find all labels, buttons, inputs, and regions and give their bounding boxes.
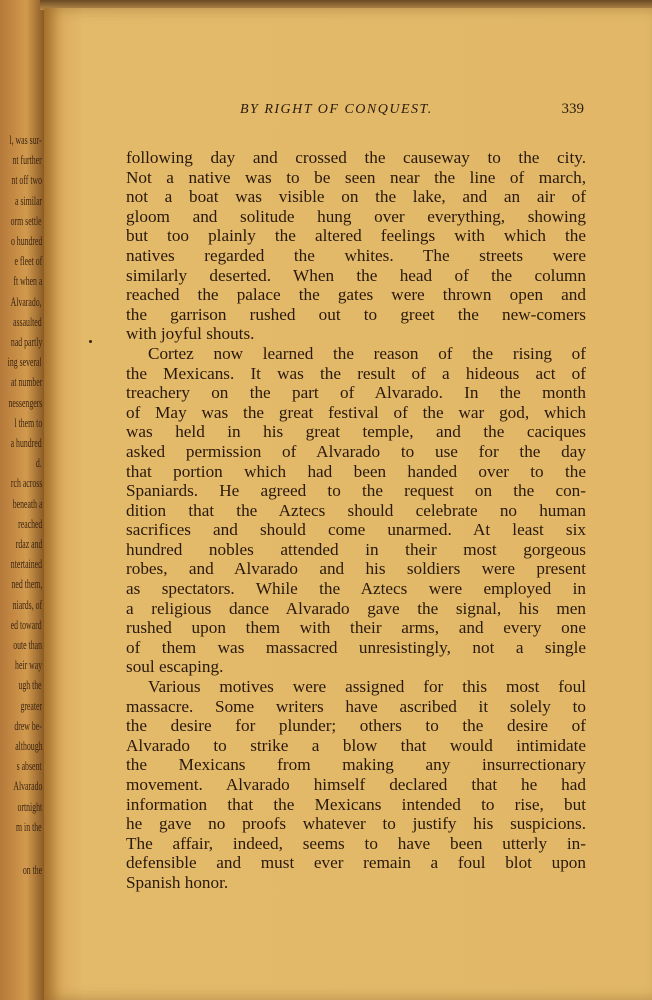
text-line: of May was the great festival of the war god, which [126,402,586,422]
text-line: sacrifices and should come unarmed. At least six [126,520,586,540]
left-page-fragment: l them to [14,414,42,430]
left-page-fragment: ortnight [17,798,42,814]
text-line: massacre. Some writers have ascribed it solely to [126,696,586,716]
text-line: but too plainly the altered feelings with which the [126,226,586,246]
text-line: of them was massacred unresistingly, not a single [126,637,586,657]
left-page-fragment: ntertained [10,556,42,572]
left-page-fragment: ugh the [18,677,42,693]
text-line: a religious dance Alvarado gave the signal, his men [126,598,586,618]
left-page-fragment: a similar [14,192,42,208]
running-head: BY RIGHT OF CONQUEST. [240,102,433,117]
text-line: robes, and Alvarado and his soldiers were present [126,559,586,579]
left-page-fragment: ft when a [12,273,42,289]
text-line: The affair, indeed, seems to have been utterly in- [126,833,586,853]
left-page-fragment: greater [20,697,42,713]
text-line: similarly deserted. When the head of the column [126,265,586,285]
left-page-fragment: heir way [14,657,42,673]
left-page-fragment: ed toward [11,616,42,632]
text-line: information that the Mexicans intended to rise, but [126,794,586,814]
left-page-fragment: ned them, [11,576,42,592]
left-page-fragment: niards, of [12,596,42,612]
text-line: Spaniards. He agreed to the request on the con- [126,481,586,501]
left-page-fragment: o hundred [10,233,42,248]
left-page-fragment: although [14,738,42,753]
text-line: treachery on the part of Alvarado. In the month [126,383,586,403]
text-line: he gave no proofs whatever to justify his suspicions. [126,814,586,834]
left-page-fragment: m in the [16,818,42,834]
text-line: the garrison rushed out to greet the new-comers [126,304,586,324]
text-line: gloom and solitude hung over everything, showing [126,206,586,226]
text-line: was held in his great temple, and the caciques [126,422,586,442]
left-page-fragment: drew be- [14,717,42,733]
left-page-fragment: on the [22,862,42,877]
text-line: soul escaping. [126,657,224,677]
left-page-fragment: nad partly [10,334,42,349]
text-line: not a boat was visible on the lake, and an air of [126,187,586,207]
left-page-fragment: d. [36,455,42,471]
body-text [126,148,586,893]
left-page-fragment: a hundred [11,435,42,450]
previous-page-edge [0,0,44,1000]
left-page-fragment: Alvarado, [11,293,42,309]
text-line: Alvarado to strike a blow that would intimidate [126,735,586,755]
left-page-fragment: orm settle [11,212,42,228]
text-line: rushed upon them with their arms, and every one [126,618,586,638]
left-page-fragment: assaulted [13,313,42,329]
text-line: movement. Alvarado himself declared that he had [126,775,586,794]
left-page-fragment: reached [17,515,42,531]
text-line: following day and crossed the causeway to the city. [126,148,586,167]
text-line: Spanish honor. [126,872,229,892]
left-page-fragment: l, was sur- [9,132,42,147]
left-page-fragment: e fleet of [14,253,42,269]
left-page-fragment: nt off two [11,172,42,188]
text-line: the desire for plunder; others to the desire of [126,716,586,736]
text-line: the Mexicans. It was the result of a hideous act of [126,363,586,383]
text-line: hundred nobles attended in their most gorgeous [126,539,586,559]
text-line: Not a native was to be seen near the line of march, [126,167,586,187]
left-page-fragment: at number [10,374,42,390]
text-line: asked permission of Alvarado to use for the day [126,441,586,461]
text-line: dition that the Aztecs should celebrate no human [126,500,586,520]
text-line: as spectators. While the Aztecs were employed in [126,579,586,599]
left-page-fragment: beneath a [12,495,42,511]
text-line: with joyful shouts. [126,324,255,344]
text-line: that portion which had been handed over to the [126,461,586,481]
left-page-fragment: nt further [12,152,42,168]
left-page-fragment: s absent [17,758,42,774]
left-page-fragment: rch across [10,475,42,491]
text-line: Cortez now learned the reason of the rising of [148,343,586,363]
page-number: 339 [561,101,584,117]
left-page-fragment: rdaz and [15,536,42,551]
left-page-fragment: ing several [7,354,42,370]
left-page-fragment: oute than [13,637,42,652]
text-line: defensible and must ever remain a foul blot upon [126,853,586,873]
left-page-fragment: nessengers [8,394,42,410]
text-line: Various motives were assigned for this most foul [148,677,586,697]
text-line: natives regarded the whites. The streets were [126,245,586,265]
left-page-fragment: Alvarado [12,778,42,794]
page-header [240,102,590,124]
text-line: reached the palace the gates were thrown open and [126,285,586,305]
ink-speck [89,340,92,343]
text-line: the Mexicans from making any insurrectionary [126,755,586,775]
